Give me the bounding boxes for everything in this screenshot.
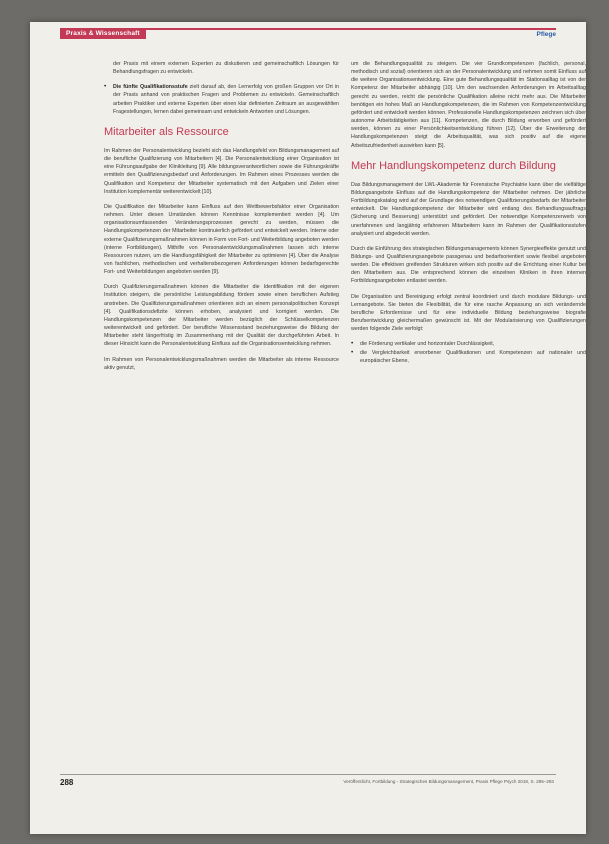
paragraph: Durch die Einführung des strategischen Bildungsmanagements können Synergieeffekte genutzt und Bildungs- und Qualifizierungsangebote passgenau und bedarfsorientiert sowie flexibel angeboten werden. Die effektiven greifenden Strukturen wirken sich positiv auf die Errichtung einer Kultur bei den Mitarbeitern aus. Die entsprechend können die einzelnen Kliniken in ihren internen Fortbildungsangeboten entlastet werden. (351, 245, 586, 285)
paragraph: Durch Qualifizierungsmaßnahmen können die Mitarbeiter die Identifikation mit der eigenen Institution steigern, die persönliche Leistungsbildung fördern sowie einen beruflichen Aufstieg anstreben. Die Qualifizierungsmaßnahmen orientieren sich an einem personalpolitischen Konzept [4]. Qualifikationsdefizite können erhoben, analysiert und korrigiert werden. Die Handlungskompetenzen der Mitarbeiter werden bezüglich der Schlüsselkompetenzen weiterentwickelt und gefördert. Der berufliche Wissensstand beziehungsweise die Bildung der Mitarbeiter steht längerfristig im Zusammenhang mit der Qualität der durchgeführten Arbeit. In dieser Hinsicht kann die Personalentwicklung Einfluss auf die Organisationsentwicklung nehmen. (104, 284, 339, 348)
bullet-list (351, 340, 586, 364)
list-item-text: die Förderung vertikaler und horizontaler Durchlässigkeit, (360, 341, 495, 348)
page-number: 288 (60, 778, 74, 787)
footer-rule (60, 774, 556, 775)
journal-tag: Pflege (536, 31, 556, 38)
page-header (60, 28, 556, 41)
bullet-list (104, 83, 339, 116)
paragraph: der Praxis mit einem externen Experten zu diskutieren und gemeinschaftlich Lösungen für Behandlungsfragen zu entwickeln. (113, 61, 339, 76)
right-column (351, 60, 586, 372)
document-page (30, 22, 586, 834)
paragraph: Das Bildungsmanagement der LWL-Akademie für Forensische Psychiatrie kann über die vielfältige Bildungsangebote Einfluss auf die Handlungskompetenz der Mitarbeiter nehmen. Der jährliche Fortbildungskatalog wird auf der Grundlage des notwendigen Qualifizierungsbedarfs der Mitarbeiter entwickelt. Die Handlungskompetenz der Mitarbeiter wird entlang des Behandlungsauftrags (Sicherung und Besserung) unterstützt und gefördert. Der notwendige Kompetenzerwerb von unerfahrenen und langjährig erfahrenen Mitarbeitern kann im Rahmen der Qualifikationsstufen analysiert und abgedeckt werden. (351, 181, 586, 237)
list-item-text: die Vergleichbarkeit erworbener Qualifikationen und Kompetenzen auf nationaler und europäischer Ebene, (360, 349, 586, 364)
list-item (351, 340, 586, 348)
paragraph: Im Rahmen von Personalentwicklungsmaßnahmen werden die Mitarbeiter als interne Ressource aktiv genutzt, (104, 356, 339, 371)
paragraph: Die Organisation und Bereinigung erfolgt zentral koordiniert und durch modulare Bildungs- und Lernangebote. Sie bieten die Flexibilität, die für eine rasche Anpassung an sich verändernde berufliche Erfordernisse und für eine individuelle Bildung beziehungsweise biografie Berufsentwicklung gleichermaßen gewünscht ist. Mit der Modularisierung von Qualifizierungen werden folgende Ziele verfolgt: (351, 293, 586, 333)
paragraph: um die Behandlungsqualität zu steigern. Die vier Grundkompetenzen (fachlich, personal, methodisch und sozial) orientieren sich an der Personalentwicklung und nehmen somit Einfluss auf die weitere Organisationsentwicklung. Eine gute Behandlungsqualität im Stationsalltag ist von der Kompetenz der Mitarbeiter abhängig [10]. Um den wachsenden Anforderungen im Arbeitsalltag gerecht zu werden, reicht die persönliche Qualifikation alleine nicht mehr aus. Die Mitarbeiter benötigen ein hohes Maß an Handlungskompetenzen, die im Rahmen von Kompetenzentwicklung gefördert und entwickelt werden können. Professionelle Handlungskompetenzen zeichnen sich über autonome Arbeitstätigkeiten aus [11]. Kompetenzen, die durch Bildung erworben und gefördert werden, können zu einer Persönlichkeitsentwicklung führen [12]. Über die Erweiterung der Handlungskompetenzen steigt die Arbeitsqualität, was sich positiv auf die eigene Arbeitszufriedenheit auswirken kann [5]. (351, 61, 586, 149)
paragraph: Die Qualifikation der Mitarbeiter kann Einfluss auf den Wettbewerbsfaktor einer Organisation nehmen. Unter diesen Umständen können Kenntnisse komplementiert werden [4]. Um organisationsumfassenden Veränderungsprozessen gerecht zu werden, müssen die Handlungskompetenzen der Mitarbeiter kontinuierlich gefördert und entwickelt werden. Interne oder externe Qualifizierungsmaßnahmen können in Form von Fort- und Weiterbildung angeboten werden (interne Fortbildungen). Mithilfe von Personalentwicklungsmaßnahmen lassen sich interne Ressourcen nutzen, um die Handlungsfähigkeit der Mitarbeiter zu optimieren [4]. Über die Analyse von fachlichen, methodischen und verhaltensbezogenen Anforderungen können bedarfsgerechte Fort- und Weiterbildungen angeboten werden [9]. (104, 203, 339, 276)
paragraph: Im Rahmen der Personalentwicklung bezieht sich das Handlungsfeld von Bildungsmanagement auf die berufliche Qualifizierung von Mitarbeitern [4]. Die Personalentwicklung einer Organisation ist eine Führungsaufgabe der Klinikleitung [9]. Alle bildungsverantwortlichen sowie die Führungskräfte ermitteln den Qualifizierungsbedarf und Anforderungen. Im Rahmen eines Prozesses werden die Qualifikation und Kompetenz der Mitarbeiter systematisch mit den Aufgaben und Zielen einer Institution komplementär weiterentwickelt [10]. (104, 147, 339, 195)
section-heading: Mitarbeiter als Ressource (104, 125, 229, 138)
list-item-text: zielt darauf ab, den Lernerfolg von großen Gruppen vor Ort in der Praxis anhand von praktischen Fragen und Problemen zu entwickeln. Gemeinschaftlich arbeiten Praktiker und externe Experten über einen klar definierten Zeitraum an ausgewählten Fragestellungen, lernen dabei gemeinsam und entwickeln Antworten und Lösungen. (113, 84, 340, 115)
section-tag: Praxis & Wissenschaft (60, 28, 146, 39)
list-item-lead: Die fünfte Qualifikationsstufe (113, 84, 188, 91)
list-item (351, 349, 586, 365)
list-item (104, 83, 339, 116)
section-heading: Mehr Handlungskompetenz durch Bildung (351, 159, 556, 172)
footer-citation: Veröffentlicht, Fortbildung - Strategisches Bildungsmanagement, Praxis Pflege Psych 2018, S. 285–293 (343, 779, 554, 784)
left-column (104, 60, 339, 379)
